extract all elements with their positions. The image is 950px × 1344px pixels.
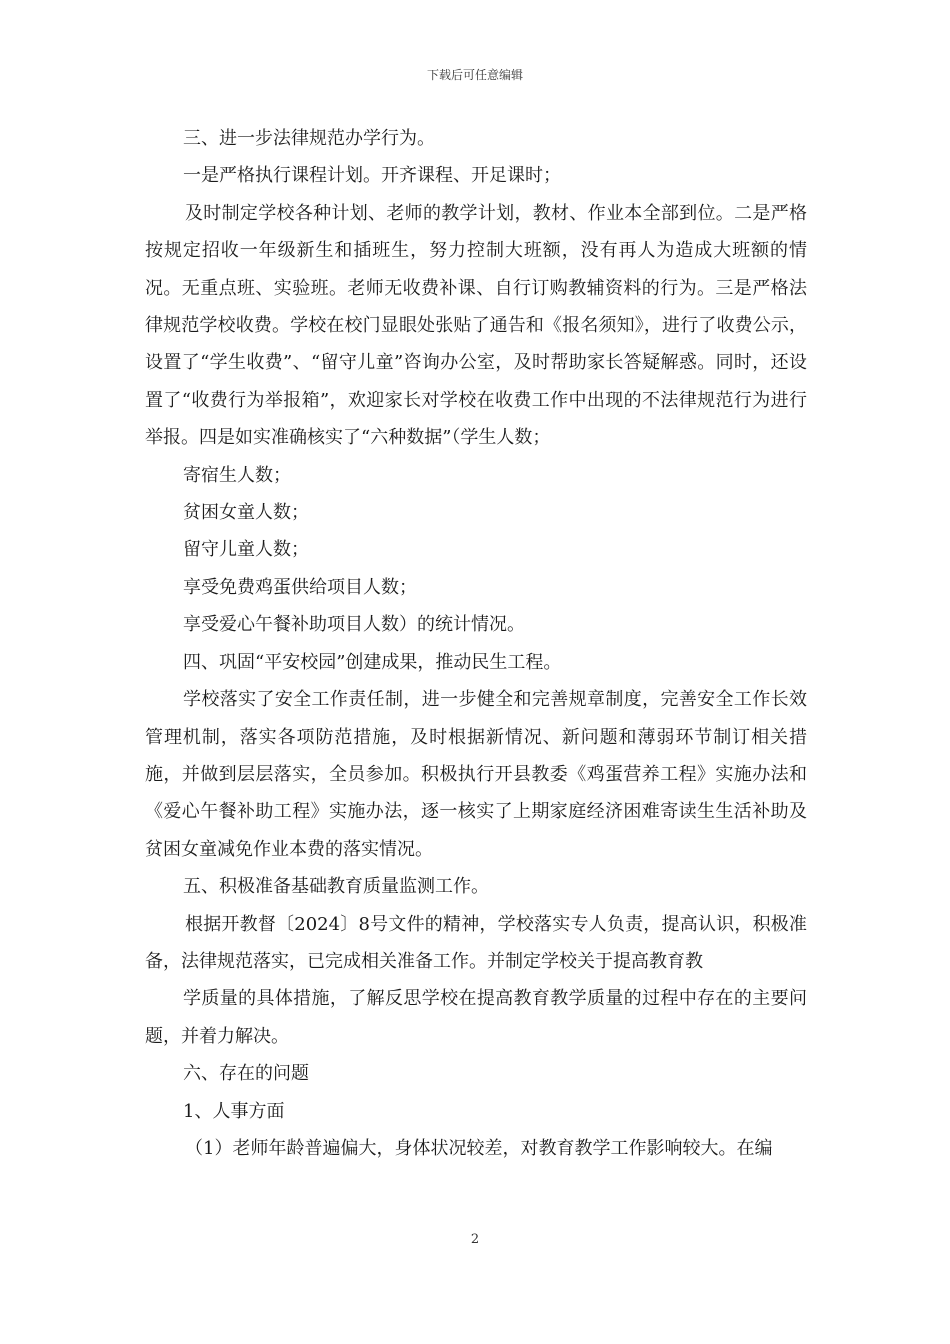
paragraph-section-4-title: 四、巩固“平安校园”创建成果，推动民生工程。 bbox=[183, 651, 562, 673]
paragraph-poor-girls: 贫困女童人数； bbox=[183, 502, 309, 524]
paragraph-quality-monitoring: 根据开教督〔2024〕8号文件的精神，学校落实专人负责，提高认识，积极准备，法律规范落实，已完成相关准备工作。并制定学校关于提高教育教 bbox=[145, 913, 807, 972]
paragraph-section-5-title: 五、积极准备基础教育质量监测工作。 bbox=[183, 876, 489, 898]
page-number: 2 bbox=[470, 1232, 480, 1247]
paragraph-free-eggs: 享受免费鸡蛋供给项目人数； bbox=[183, 576, 417, 598]
paragraph-section-3-title: 三、进一步法律规范办学行为。 bbox=[183, 128, 435, 149]
document-body bbox=[145, 120, 807, 1167]
paragraph-boarders: 寄宿生人数； bbox=[183, 464, 291, 486]
paragraph-plans-and-fees: 及时制定学校各种计划、老师的教学计划，教材、作业本全部到位。二是严格按规定招收一年级新生和插班生，努力控制大班额，没有再人为造成大班额的情况。无重点班、实验班。老师无收费补课、自行订购教辅资料的行为。三是严格法律规范学校收费。学校在校门显眼处张贴了通告和《报名须知》，进行了收费公示，设置了“学生收费”、“留守儿童”咨询办公室，及时帮助家长答疑解惑。同时，还设置了“收费行为举报箱”，欢迎家长对学校在收费工作中出现的不法律规范行为进行举报。四是如实准确核实了“六种数据”（学生人数； bbox=[145, 202, 807, 449]
paragraph-lunch-subsidy: 享受爱心午餐补助项目人数）的统计情况。 bbox=[183, 614, 525, 636]
paragraph-quality-measures: 学质量的具体措施，了解反思学校在提高教育教学质量的过程中存在的主要问题，并着力解决。 bbox=[145, 988, 807, 1047]
paragraph-teacher-age: （1）老师年龄普遍偏大，身体状况较差，对教育教学工作影响较大。在编 bbox=[185, 1137, 773, 1159]
page-header: 下载后可任意编辑 bbox=[426, 68, 523, 82]
paragraph-safety: 学校落实了安全工作责任制，进一步健全和完善规章制度，完善安全工作长效管理机制，落实各项防范措施，及时根据新情况、新问题和薄弱环节制订相关措施，并做到层层落实，全员参加。积极执行开县教委《鸡蛋营养工程》实施办法和《爱心午餐补助工程》实施办法，逐一核实了上期家庭经济困难寄读生生活补助及贫困女童减免作业本费的落实情况。 bbox=[145, 689, 807, 860]
paragraph-section-6-title: 六、存在的问题 bbox=[183, 1063, 309, 1085]
paragraph-curriculum: 一是严格执行课程计划。开齐课程、开足课时； bbox=[183, 165, 561, 187]
paragraph-personnel-title: 1、人事方面 bbox=[183, 1100, 285, 1122]
paragraph-left-behind: 留守儿童人数； bbox=[183, 539, 309, 561]
